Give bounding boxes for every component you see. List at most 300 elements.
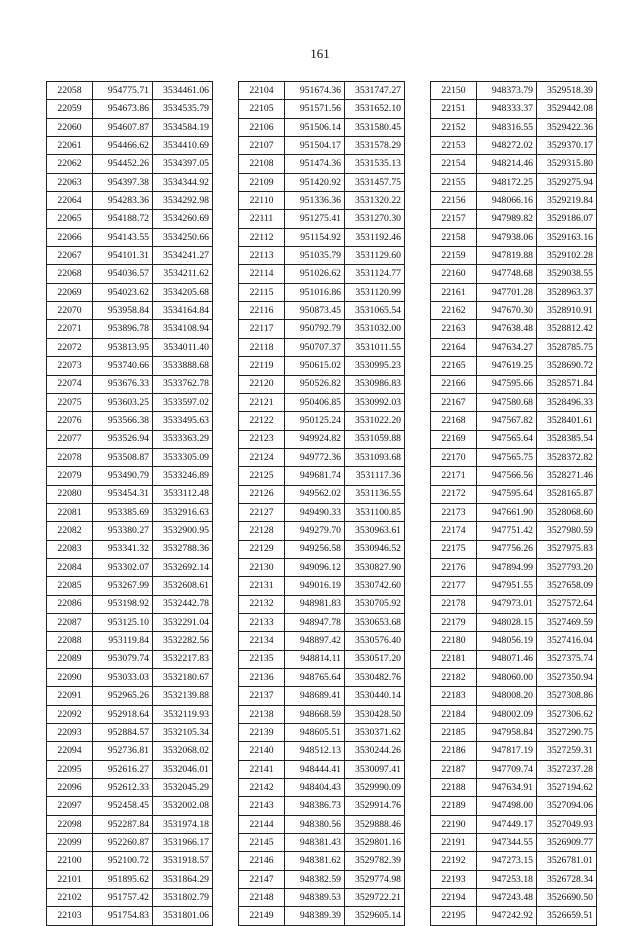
point-id-cell: 22154 <box>431 155 477 173</box>
table-row <box>239 815 405 833</box>
y-coordinate-cell: 3534211.62 <box>153 265 213 283</box>
x-coordinate-cell: 947894.99 <box>477 558 537 576</box>
point-id-cell: 22075 <box>47 393 93 411</box>
table-row <box>239 632 405 650</box>
x-coordinate-cell: 947701.28 <box>477 283 537 301</box>
table-row <box>47 907 213 925</box>
x-coordinate-cell: 950125.24 <box>285 412 345 430</box>
y-coordinate-cell: 3531802.79 <box>153 889 213 907</box>
table-row <box>47 632 213 650</box>
point-id-cell: 22061 <box>47 137 93 155</box>
x-coordinate-cell: 947566.56 <box>477 467 537 485</box>
point-id-cell: 22153 <box>431 137 477 155</box>
table-row <box>239 118 405 136</box>
table-row <box>47 705 213 723</box>
table-row <box>239 82 405 100</box>
point-id-cell: 22109 <box>239 173 285 191</box>
y-coordinate-cell: 3527194.62 <box>537 779 597 797</box>
y-coordinate-cell: 3532608.61 <box>153 577 213 595</box>
x-coordinate-cell: 947756.26 <box>477 540 537 558</box>
x-coordinate-cell: 951026.62 <box>285 265 345 283</box>
point-id-cell: 22142 <box>239 779 285 797</box>
table-row <box>431 100 597 118</box>
table-row <box>47 669 213 687</box>
point-id-cell: 22059 <box>47 100 93 118</box>
y-coordinate-cell: 3534292.98 <box>153 192 213 210</box>
y-coordinate-cell: 3531966.17 <box>153 834 213 852</box>
x-coordinate-cell: 951506.14 <box>285 118 345 136</box>
x-coordinate-cell: 948008.20 <box>477 687 537 705</box>
point-id-cell: 22191 <box>431 834 477 852</box>
point-id-cell: 22096 <box>47 779 93 797</box>
x-coordinate-cell: 948389.39 <box>285 907 345 925</box>
y-coordinate-cell: 3534241.27 <box>153 247 213 265</box>
point-id-cell: 22189 <box>431 797 477 815</box>
y-coordinate-cell: 3534205.68 <box>153 283 213 301</box>
table-row <box>47 283 213 301</box>
point-id-cell: 22174 <box>431 522 477 540</box>
point-id-cell: 22152 <box>431 118 477 136</box>
x-coordinate-cell: 951895.62 <box>93 870 153 888</box>
x-coordinate-cell: 953896.78 <box>93 320 153 338</box>
table-row <box>239 907 405 925</box>
point-id-cell: 22137 <box>239 687 285 705</box>
y-coordinate-cell: 3528165.87 <box>537 485 597 503</box>
y-coordinate-cell: 3526728.34 <box>537 870 597 888</box>
x-coordinate-cell: 952884.57 <box>93 724 153 742</box>
y-coordinate-cell: 3528963.37 <box>537 283 597 301</box>
point-id-cell: 22149 <box>239 907 285 925</box>
y-coordinate-cell: 3527094.06 <box>537 797 597 815</box>
y-coordinate-cell: 3531747.27 <box>345 82 405 100</box>
y-coordinate-cell: 3532788.36 <box>153 540 213 558</box>
y-coordinate-cell: 3527049.93 <box>537 815 597 833</box>
y-coordinate-cell: 3530428.50 <box>345 705 405 723</box>
point-id-cell: 22147 <box>239 870 285 888</box>
x-coordinate-cell: 947243.48 <box>477 889 537 907</box>
y-coordinate-cell: 3533888.68 <box>153 357 213 375</box>
x-coordinate-cell: 954283.36 <box>93 192 153 210</box>
y-coordinate-cell: 3532045.29 <box>153 779 213 797</box>
point-id-cell: 22178 <box>431 595 477 613</box>
table-row <box>239 467 405 485</box>
y-coordinate-cell: 3530963.61 <box>345 522 405 540</box>
x-coordinate-cell: 948060.00 <box>477 669 537 687</box>
table-row <box>47 540 213 558</box>
y-coordinate-cell: 3532119.93 <box>153 705 213 723</box>
point-id-cell: 22140 <box>239 742 285 760</box>
y-coordinate-cell: 3531974.18 <box>153 815 213 833</box>
point-id-cell: 22150 <box>431 82 477 100</box>
x-coordinate-cell: 948981.83 <box>285 595 345 613</box>
point-id-cell: 22069 <box>47 283 93 301</box>
x-coordinate-cell: 947242.92 <box>477 907 537 925</box>
table-row <box>431 503 597 521</box>
x-coordinate-cell: 952965.26 <box>93 687 153 705</box>
table-row <box>431 467 597 485</box>
table-row <box>431 540 597 558</box>
table-row <box>239 669 405 687</box>
y-coordinate-cell: 3531918.57 <box>153 852 213 870</box>
x-coordinate-cell: 952458.45 <box>93 797 153 815</box>
point-id-cell: 22066 <box>47 228 93 246</box>
y-coordinate-cell: 3529605.14 <box>345 907 405 925</box>
x-coordinate-cell: 948386.73 <box>285 797 345 815</box>
x-coordinate-cell: 949562.02 <box>285 485 345 503</box>
x-coordinate-cell: 948947.78 <box>285 613 345 631</box>
table-row <box>239 320 405 338</box>
point-id-cell: 22077 <box>47 430 93 448</box>
point-id-cell: 22063 <box>47 173 93 191</box>
table-row <box>431 118 597 136</box>
point-id-cell: 22148 <box>239 889 285 907</box>
point-id-cell: 22125 <box>239 467 285 485</box>
x-coordinate-cell: 947634.91 <box>477 779 537 797</box>
point-id-cell: 22166 <box>431 375 477 393</box>
table-row <box>431 852 597 870</box>
table-row <box>47 870 213 888</box>
point-id-cell: 22183 <box>431 687 477 705</box>
point-id-cell: 22180 <box>431 632 477 650</box>
point-id-cell: 22129 <box>239 540 285 558</box>
x-coordinate-cell: 947951.55 <box>477 577 537 595</box>
y-coordinate-cell: 3532692.14 <box>153 558 213 576</box>
x-coordinate-cell: 953490.79 <box>93 467 153 485</box>
x-coordinate-cell: 952736.81 <box>93 742 153 760</box>
y-coordinate-cell: 3529801.16 <box>345 834 405 852</box>
table-row <box>239 558 405 576</box>
x-coordinate-cell: 954466.62 <box>93 137 153 155</box>
y-coordinate-cell: 3530482.76 <box>345 669 405 687</box>
table-row <box>239 173 405 191</box>
y-coordinate-cell: 3532105.34 <box>153 724 213 742</box>
coordinate-table-right <box>430 81 597 926</box>
point-id-cell: 22103 <box>47 907 93 925</box>
table-row <box>47 650 213 668</box>
table-row <box>431 302 597 320</box>
y-coordinate-cell: 3527980.59 <box>537 522 597 540</box>
table-row <box>431 724 597 742</box>
x-coordinate-cell: 951571.56 <box>285 100 345 118</box>
point-id-cell: 22117 <box>239 320 285 338</box>
point-id-cell: 22116 <box>239 302 285 320</box>
x-coordinate-cell: 947709.74 <box>477 760 537 778</box>
y-coordinate-cell: 3529990.09 <box>345 779 405 797</box>
point-id-cell: 22163 <box>431 320 477 338</box>
table-row <box>47 375 213 393</box>
x-coordinate-cell: 947938.06 <box>477 228 537 246</box>
point-id-cell: 22067 <box>47 247 93 265</box>
point-id-cell: 22060 <box>47 118 93 136</box>
table-row <box>431 283 597 301</box>
point-id-cell: 22182 <box>431 669 477 687</box>
y-coordinate-cell: 3534535.79 <box>153 100 213 118</box>
x-coordinate-cell: 949096.12 <box>285 558 345 576</box>
x-coordinate-cell: 954023.62 <box>93 283 153 301</box>
point-id-cell: 22177 <box>431 577 477 595</box>
x-coordinate-cell: 950526.82 <box>285 375 345 393</box>
point-id-cell: 22139 <box>239 724 285 742</box>
y-coordinate-cell: 3533363.29 <box>153 430 213 448</box>
y-coordinate-cell: 3531129.60 <box>345 247 405 265</box>
x-coordinate-cell: 951474.36 <box>285 155 345 173</box>
x-coordinate-cell: 951275.41 <box>285 210 345 228</box>
point-id-cell: 22164 <box>431 338 477 356</box>
x-coordinate-cell: 948381.43 <box>285 834 345 852</box>
y-coordinate-cell: 3529888.46 <box>345 815 405 833</box>
y-coordinate-cell: 3529782.39 <box>345 852 405 870</box>
y-coordinate-cell: 3528401.61 <box>537 412 597 430</box>
y-coordinate-cell: 3533246.89 <box>153 467 213 485</box>
table-row <box>239 448 405 466</box>
x-coordinate-cell: 950707.37 <box>285 338 345 356</box>
point-id-cell: 22143 <box>239 797 285 815</box>
x-coordinate-cell: 953380.27 <box>93 522 153 540</box>
table-row <box>239 577 405 595</box>
y-coordinate-cell: 3527469.59 <box>537 613 597 631</box>
table-row <box>47 467 213 485</box>
x-coordinate-cell: 948172.25 <box>477 173 537 191</box>
x-coordinate-cell: 948214.46 <box>477 155 537 173</box>
point-id-cell: 22082 <box>47 522 93 540</box>
table-row <box>47 834 213 852</box>
point-id-cell: 22084 <box>47 558 93 576</box>
point-id-cell: 22192 <box>431 852 477 870</box>
table-row <box>239 522 405 540</box>
y-coordinate-cell: 3531120.99 <box>345 283 405 301</box>
y-coordinate-cell: 3528812.42 <box>537 320 597 338</box>
point-id-cell: 22158 <box>431 228 477 246</box>
table-row <box>431 247 597 265</box>
x-coordinate-cell: 953198.92 <box>93 595 153 613</box>
x-coordinate-cell: 947748.68 <box>477 265 537 283</box>
point-id-cell: 22159 <box>431 247 477 265</box>
table-row <box>239 687 405 705</box>
table-row <box>47 118 213 136</box>
table-row <box>239 503 405 521</box>
table-row <box>239 393 405 411</box>
point-id-cell: 22133 <box>239 613 285 631</box>
x-coordinate-cell: 951035.79 <box>285 247 345 265</box>
table-row <box>239 889 405 907</box>
table-row <box>239 797 405 815</box>
point-id-cell: 22181 <box>431 650 477 668</box>
y-coordinate-cell: 3532900.95 <box>153 522 213 540</box>
x-coordinate-cell: 947661.90 <box>477 503 537 521</box>
y-coordinate-cell: 3529370.17 <box>537 137 597 155</box>
y-coordinate-cell: 3527658.09 <box>537 577 597 595</box>
y-coordinate-cell: 3530742.60 <box>345 577 405 595</box>
point-id-cell: 22089 <box>47 650 93 668</box>
point-id-cell: 22134 <box>239 632 285 650</box>
x-coordinate-cell: 948444.41 <box>285 760 345 778</box>
point-id-cell: 22131 <box>239 577 285 595</box>
table-row <box>431 522 597 540</box>
point-id-cell: 22151 <box>431 100 477 118</box>
y-coordinate-cell: 3528910.91 <box>537 302 597 320</box>
x-coordinate-cell: 949256.58 <box>285 540 345 558</box>
y-coordinate-cell: 3532139.88 <box>153 687 213 705</box>
x-coordinate-cell: 947989.82 <box>477 210 537 228</box>
table-row <box>431 669 597 687</box>
y-coordinate-cell: 3529422.36 <box>537 118 597 136</box>
y-coordinate-cell: 3527793.20 <box>537 558 597 576</box>
point-id-cell: 22076 <box>47 412 93 430</box>
x-coordinate-cell: 948056.19 <box>477 632 537 650</box>
y-coordinate-cell: 3531117.36 <box>345 467 405 485</box>
point-id-cell: 22175 <box>431 540 477 558</box>
point-id-cell: 22135 <box>239 650 285 668</box>
y-coordinate-cell: 3534108.94 <box>153 320 213 338</box>
point-id-cell: 22068 <box>47 265 93 283</box>
table-row <box>431 357 597 375</box>
y-coordinate-cell: 3527416.04 <box>537 632 597 650</box>
table-row <box>431 870 597 888</box>
table-row <box>47 522 213 540</box>
table-row <box>47 412 213 430</box>
y-coordinate-cell: 3529275.94 <box>537 173 597 191</box>
x-coordinate-cell: 948380.56 <box>285 815 345 833</box>
x-coordinate-cell: 947958.84 <box>477 724 537 742</box>
point-id-cell: 22128 <box>239 522 285 540</box>
table-row <box>239 302 405 320</box>
x-coordinate-cell: 953341.32 <box>93 540 153 558</box>
x-coordinate-cell: 953302.07 <box>93 558 153 576</box>
x-coordinate-cell: 947634.27 <box>477 338 537 356</box>
point-id-cell: 22085 <box>47 577 93 595</box>
x-coordinate-cell: 952100.72 <box>93 852 153 870</box>
point-id-cell: 22062 <box>47 155 93 173</box>
y-coordinate-cell: 3531320.22 <box>345 192 405 210</box>
y-coordinate-cell: 3530995.23 <box>345 357 405 375</box>
x-coordinate-cell: 948765.64 <box>285 669 345 687</box>
table-row <box>239 210 405 228</box>
y-coordinate-cell: 3533305.09 <box>153 448 213 466</box>
point-id-cell: 22088 <box>47 632 93 650</box>
y-coordinate-cell: 3530517.20 <box>345 650 405 668</box>
y-coordinate-cell: 3527290.75 <box>537 724 597 742</box>
y-coordinate-cell: 3527375.74 <box>537 650 597 668</box>
x-coordinate-cell: 949924.82 <box>285 430 345 448</box>
point-id-cell: 22123 <box>239 430 285 448</box>
x-coordinate-cell: 949681.74 <box>285 467 345 485</box>
x-coordinate-cell: 947580.68 <box>477 393 537 411</box>
table-row <box>431 650 597 668</box>
point-id-cell: 22070 <box>47 302 93 320</box>
table-row <box>239 338 405 356</box>
y-coordinate-cell: 3529102.28 <box>537 247 597 265</box>
x-coordinate-cell: 953454.31 <box>93 485 153 503</box>
point-id-cell: 22072 <box>47 338 93 356</box>
point-id-cell: 22087 <box>47 613 93 631</box>
point-id-cell: 22179 <box>431 613 477 631</box>
table-row <box>431 82 597 100</box>
x-coordinate-cell: 953526.94 <box>93 430 153 448</box>
y-coordinate-cell: 3531578.29 <box>345 137 405 155</box>
x-coordinate-cell: 954036.57 <box>93 265 153 283</box>
x-coordinate-cell: 953079.74 <box>93 650 153 668</box>
y-coordinate-cell: 3528571.84 <box>537 375 597 393</box>
point-id-cell: 22119 <box>239 357 285 375</box>
point-id-cell: 22113 <box>239 247 285 265</box>
y-coordinate-cell: 3532442.78 <box>153 595 213 613</box>
point-id-cell: 22074 <box>47 375 93 393</box>
x-coordinate-cell: 947619.25 <box>477 357 537 375</box>
y-coordinate-cell: 3531136.55 <box>345 485 405 503</box>
table-row <box>239 265 405 283</box>
x-coordinate-cell: 948373.79 <box>477 82 537 100</box>
point-id-cell: 22162 <box>431 302 477 320</box>
x-coordinate-cell: 953813.95 <box>93 338 153 356</box>
point-id-cell: 22120 <box>239 375 285 393</box>
table-row <box>239 724 405 742</box>
y-coordinate-cell: 3530653.68 <box>345 613 405 631</box>
y-coordinate-cell: 3534164.84 <box>153 302 213 320</box>
y-coordinate-cell: 3532068.02 <box>153 742 213 760</box>
y-coordinate-cell: 3530244.26 <box>345 742 405 760</box>
point-id-cell: 22156 <box>431 192 477 210</box>
x-coordinate-cell: 947498.00 <box>477 797 537 815</box>
y-coordinate-cell: 3529163.16 <box>537 228 597 246</box>
point-id-cell: 22136 <box>239 669 285 687</box>
x-coordinate-cell: 947565.75 <box>477 448 537 466</box>
point-id-cell: 22173 <box>431 503 477 521</box>
y-coordinate-cell: 3531032.00 <box>345 320 405 338</box>
table-row <box>239 247 405 265</box>
table-row <box>431 320 597 338</box>
point-id-cell: 22105 <box>239 100 285 118</box>
table-row <box>239 650 405 668</box>
x-coordinate-cell: 948272.02 <box>477 137 537 155</box>
x-coordinate-cell: 950873.45 <box>285 302 345 320</box>
y-coordinate-cell: 3526909.77 <box>537 834 597 852</box>
x-coordinate-cell: 951754.83 <box>93 907 153 925</box>
table-row <box>431 430 597 448</box>
table-row <box>431 210 597 228</box>
x-coordinate-cell: 953119.84 <box>93 632 153 650</box>
x-coordinate-cell: 948689.41 <box>285 687 345 705</box>
table-row <box>47 852 213 870</box>
y-coordinate-cell: 3533597.02 <box>153 393 213 411</box>
x-coordinate-cell: 954607.87 <box>93 118 153 136</box>
y-coordinate-cell: 3532916.63 <box>153 503 213 521</box>
y-coordinate-cell: 3528690.72 <box>537 357 597 375</box>
y-coordinate-cell: 3534260.69 <box>153 210 213 228</box>
table-row <box>239 137 405 155</box>
x-coordinate-cell: 951420.92 <box>285 173 345 191</box>
y-coordinate-cell: 3530440.14 <box>345 687 405 705</box>
point-id-cell: 22155 <box>431 173 477 191</box>
table-row <box>239 760 405 778</box>
y-coordinate-cell: 3527237.28 <box>537 760 597 778</box>
x-coordinate-cell: 947595.64 <box>477 485 537 503</box>
point-id-cell: 22114 <box>239 265 285 283</box>
y-coordinate-cell: 3531022.20 <box>345 412 405 430</box>
point-id-cell: 22168 <box>431 412 477 430</box>
point-id-cell: 22099 <box>47 834 93 852</box>
x-coordinate-cell: 954452.26 <box>93 155 153 173</box>
table-row <box>431 448 597 466</box>
x-coordinate-cell: 947567.82 <box>477 412 537 430</box>
table-row <box>47 228 213 246</box>
x-coordinate-cell: 947973.01 <box>477 595 537 613</box>
x-coordinate-cell: 948814.11 <box>285 650 345 668</box>
y-coordinate-cell: 3533495.63 <box>153 412 213 430</box>
x-coordinate-cell: 954188.72 <box>93 210 153 228</box>
y-coordinate-cell: 3531065.54 <box>345 302 405 320</box>
point-id-cell: 22091 <box>47 687 93 705</box>
table-row <box>47 137 213 155</box>
